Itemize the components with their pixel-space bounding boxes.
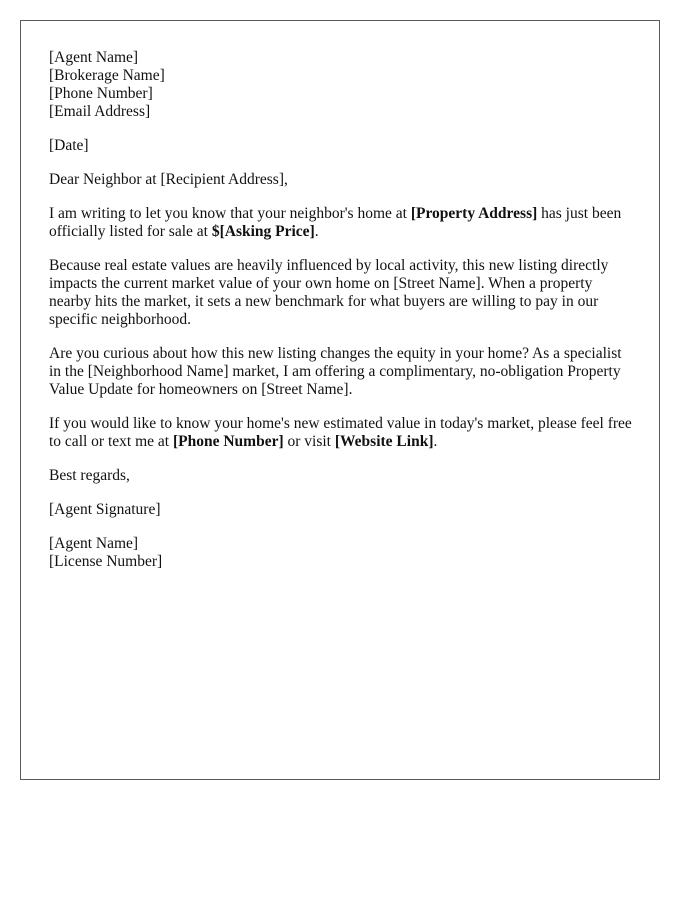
footer-agent-name: [Agent Name]: [49, 535, 139, 552]
paragraph-4-text-c: .: [433, 433, 438, 450]
footer-license-number: [License Number]: [49, 553, 163, 570]
website-link: [Website Link]: [334, 433, 434, 450]
paragraph-market-impact: Because real estate values are heavily influenced by local activity, this new listing directly impacts the current market value of your own home on [Street Name]. When a property nearby hits the market, it sets a new benchmark for what buyers are willing to pay in our specific neighborhood.: [49, 257, 609, 328]
sender-phone-number: [Phone Number]: [49, 85, 153, 102]
property-address: [Property Address]: [410, 205, 538, 222]
letter-date: [Date]: [49, 137, 89, 154]
sender-block: [49, 49, 635, 121]
contact-phone-number: [Phone Number]: [172, 433, 284, 450]
paragraph-value-offer: Are you curious about how this new listing changes the equity in your home? As a specialist in the [Neighborhood Name] market, I am offering a complimentary, no-obligation Property Value Update for homeowners on [Street Name].: [49, 345, 622, 398]
asking-price: $[Asking Price]: [211, 223, 315, 240]
letter-page: [20, 20, 660, 780]
paragraph-1-text-b: has just been officially listed for sale at: [49, 205, 622, 240]
paragraph-contact: [49, 415, 635, 451]
paragraph-4-text-b: or visit: [283, 433, 335, 450]
paragraph-1-text-c: .: [314, 223, 319, 240]
agent-signature: [Agent Signature]: [49, 501, 161, 518]
letter-content: [49, 49, 635, 587]
sender-email-address: [Email Address]: [49, 103, 151, 120]
salutation: Dear Neighbor at [Recipient Address],: [49, 171, 288, 188]
paragraph-listing-notice: [49, 205, 635, 241]
sender-brokerage-name: [Brokerage Name]: [49, 67, 165, 84]
paragraph-1-text-a: I am writing to let you know that your neighbor's home at: [49, 205, 411, 222]
sender-agent-name: [Agent Name]: [49, 49, 139, 66]
closing: Best regards,: [49, 467, 130, 484]
paragraph-4-text-a: If you would like to know your home's new estimated value in today's market, please feel free to call or text me at: [49, 415, 632, 450]
footer-block: [49, 535, 635, 571]
